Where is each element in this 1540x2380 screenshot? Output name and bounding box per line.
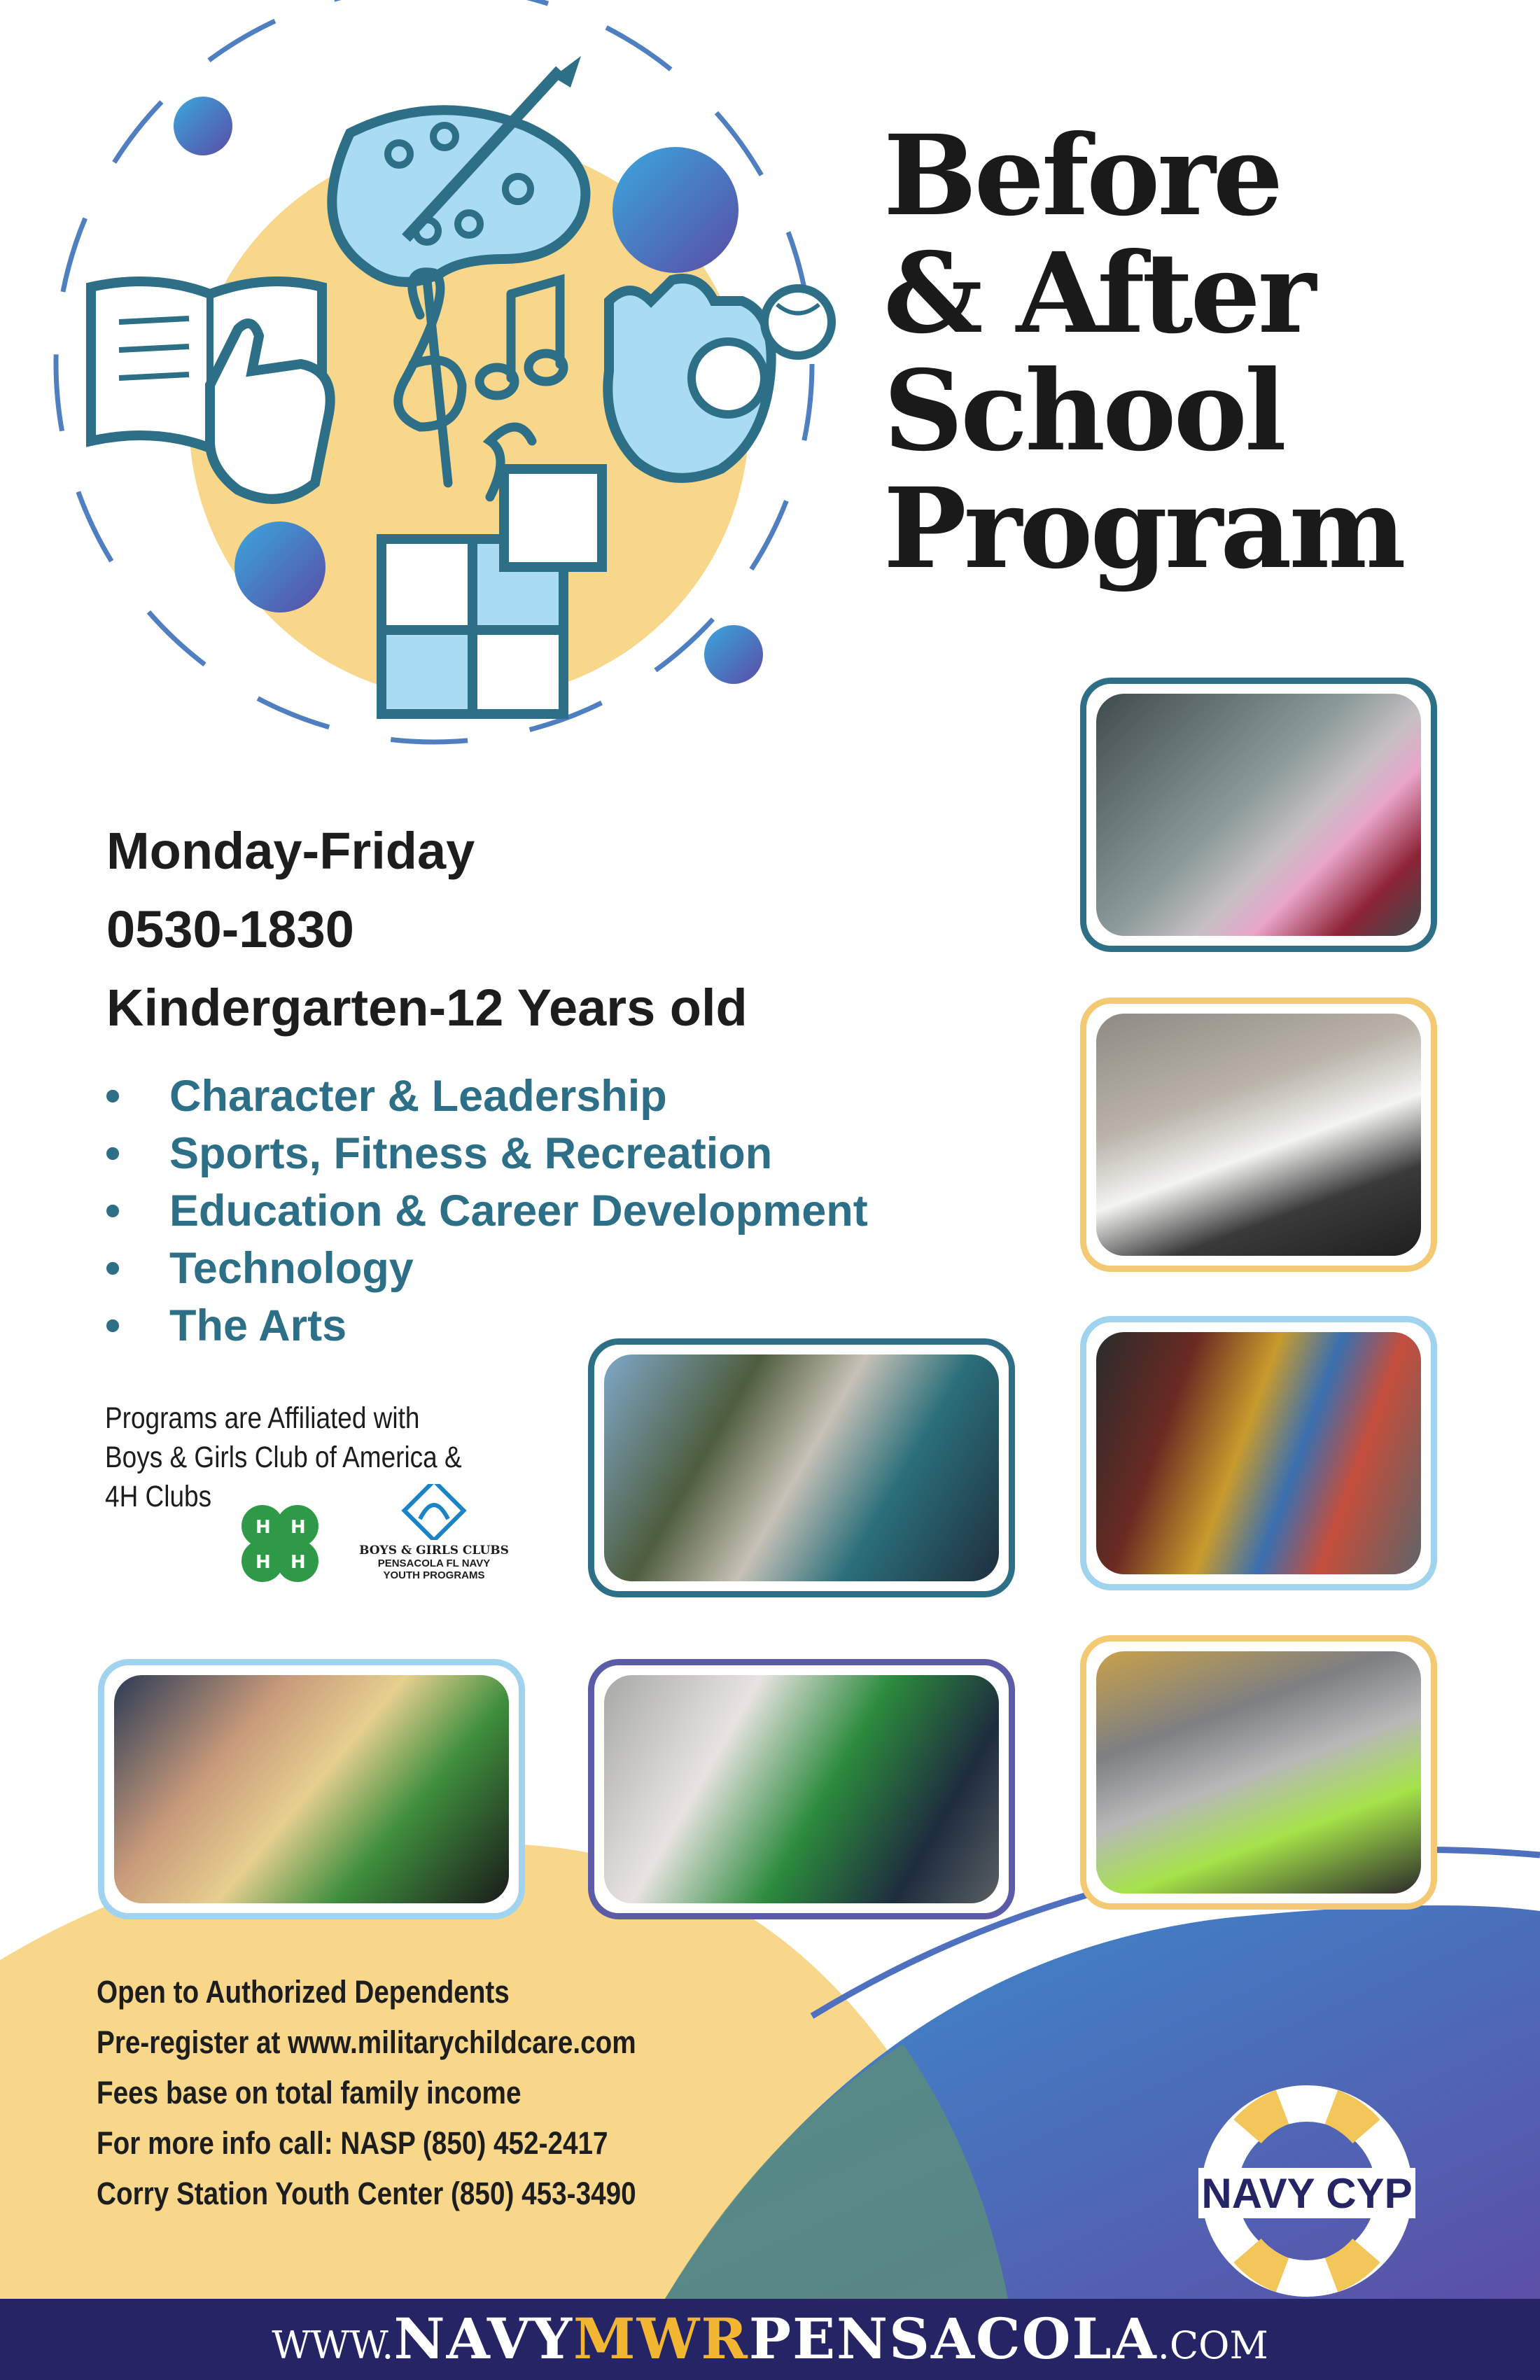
program-item: • Technology [105,1240,868,1297]
photo-climbing-wall [1096,1332,1421,1574]
photo-frame [1080,1635,1437,1910]
info-line: For more info call: NASP (850) 452-2417 [97,2125,608,2161]
bgc-name: BOYS & GIRLS CLUBS [359,1544,509,1558]
program-item: • Sports, Fitness & Recreation [105,1125,868,1182]
schedule-days: Monday-Friday [106,822,475,880]
activity-illustration [70,49,854,721]
photo-frame [98,1659,525,1919]
title-line: Before [883,111,1281,241]
svg-text:H: H [255,1517,271,1538]
photo-kids-lunch [114,1675,509,1903]
book-reading-icon [91,281,330,499]
svg-text:H: H [255,1552,271,1573]
artist-palette-icon [332,56,585,282]
navy-cyp-logo [1198,2082,1415,2300]
navy-cyp-label: NAVY CYP [1201,2170,1413,2217]
title-line: School [883,346,1284,476]
url-part-mwr: MWR [573,2306,749,2372]
affiliation-line: 4H Clubs [105,1480,212,1513]
title-line: & After [883,229,1314,358]
svg-text:H: H [290,1517,306,1538]
boys-girls-club-logo [350,1484,518,1581]
title-line: Program [883,464,1404,594]
page-title [883,111,1513,594]
schedule-block [106,812,748,1047]
url-part-navy: NAVY [393,2306,574,2372]
photo-frame [588,1338,1015,1597]
photo-classroom-tables [1096,1014,1421,1256]
bgc-line3: YOUTH PROGRAMS [383,1569,485,1581]
music-notes-icon [398,272,564,497]
program-item: • The Arts [105,1297,868,1354]
photo-climbing-kids [1096,1651,1421,1893]
puzzle-icon [382,469,602,714]
info-line: Open to Authorized Dependents [97,1974,510,2010]
contact-info [97,1967,636,2219]
schedule-ages: Kindergarten-12 Years old [106,979,748,1037]
photo-girls-with-bag [1096,694,1421,936]
photo-frame [1080,678,1437,952]
url-prefix: WWW. [272,2323,394,2367]
program-item: • Education & Career Development [105,1182,868,1240]
program-item: • Character & Leadership [105,1068,868,1125]
info-line: Fees base on total family income [97,2075,522,2110]
four-h-clover-icon [234,1498,326,1589]
photo-outdoor-activity [604,1354,999,1581]
svg-text:H: H [290,1552,306,1573]
affiliation-line: Boys & Girls Club of America & [105,1441,462,1474]
photo-frame [588,1659,1015,1919]
info-line: Corry Station Youth Center (850) 453-3490 [97,2176,636,2211]
baseball-glove-icon [608,279,832,478]
photo-outdoor-craft [604,1675,999,1903]
affiliation-line: Programs are Affiliated with [105,1401,420,1435]
boys-girls-club-icon [392,1484,476,1540]
url-part-pensacola: PENSACOLA [748,2306,1158,2372]
url-suffix: .COM [1157,2323,1268,2367]
program-list [105,1068,868,1354]
bgc-line2: PENSACOLA FL NAVY [377,1558,491,1569]
info-line: Pre-register at www.militarychildcare.com [97,2024,636,2060]
website-url[interactable] [0,2306,1540,2372]
photo-frame [1080,997,1437,1272]
photo-frame [1080,1316,1437,1590]
schedule-hours: 0530-1830 [106,900,354,958]
